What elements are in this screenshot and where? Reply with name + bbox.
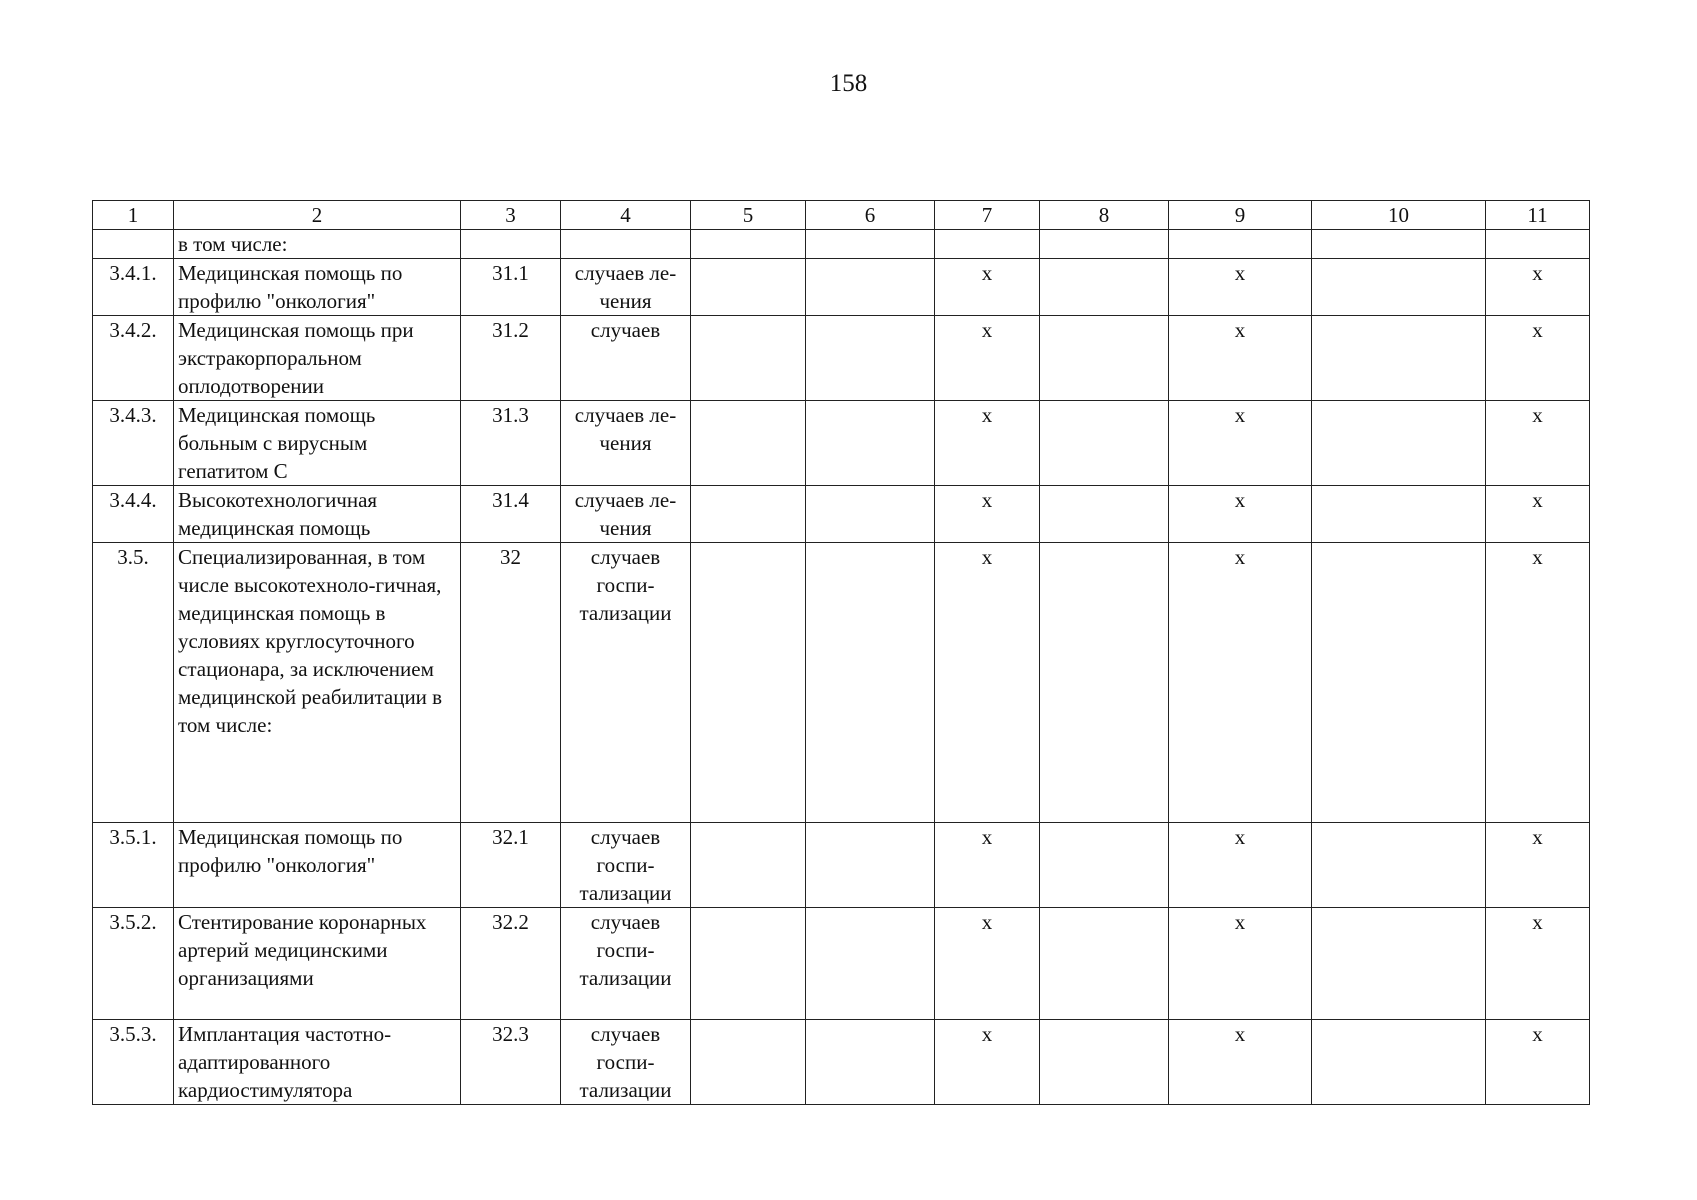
column-header: 6 (806, 201, 935, 230)
page-number: 158 (829, 70, 868, 97)
cell-col-8 (1040, 486, 1169, 543)
column-header: 5 (691, 201, 806, 230)
column-header: 7 (935, 201, 1040, 230)
cell-col-8 (1040, 316, 1169, 401)
row-unit (561, 230, 691, 259)
cell-col-11: x (1486, 316, 1590, 401)
cell-col-9: x (1169, 823, 1312, 908)
cell-col-8 (1040, 259, 1169, 316)
row-unit: случаев госпи-тализации (561, 1020, 691, 1105)
column-header: 9 (1169, 201, 1312, 230)
row-code: 32 (461, 543, 561, 823)
row-name: Медицинская помощь больным с вирусным гепатитом С (174, 401, 461, 486)
cell-col-7: x (935, 908, 1040, 1020)
cell-col-9: x (1169, 259, 1312, 316)
cell-col-5 (691, 543, 806, 823)
row-code: 31.4 (461, 486, 561, 543)
cell-col-9: x (1169, 316, 1312, 401)
cell-col-5 (691, 230, 806, 259)
cell-col-7: x (935, 401, 1040, 486)
cell-col-9: x (1169, 543, 1312, 823)
table-row (93, 401, 1590, 486)
cell-col-11: x (1486, 1020, 1590, 1105)
column-header-row (93, 201, 1590, 230)
table-row (93, 230, 1590, 259)
column-header: 3 (461, 201, 561, 230)
column-header: 11 (1486, 201, 1590, 230)
cell-col-6 (806, 908, 935, 1020)
row-code (461, 230, 561, 259)
cell-col-5 (691, 259, 806, 316)
cell-col-11: x (1486, 543, 1590, 823)
cell-col-10 (1312, 486, 1486, 543)
row-number: 3.4.4. (93, 486, 174, 543)
row-code: 32.3 (461, 1020, 561, 1105)
row-name: Стентирование коронарных артерий медицинскими организациями (174, 908, 461, 1020)
cell-col-7: x (935, 259, 1040, 316)
cell-col-10 (1312, 401, 1486, 486)
data-table (92, 200, 1590, 1105)
cell-col-5 (691, 316, 806, 401)
cell-col-5 (691, 823, 806, 908)
cell-col-6 (806, 486, 935, 543)
row-number: 3.4.1. (93, 259, 174, 316)
table-row (93, 543, 1590, 823)
cell-col-8 (1040, 230, 1169, 259)
row-unit: случаев ле-чения (561, 401, 691, 486)
cell-col-7: x (935, 543, 1040, 823)
table-row (93, 1020, 1590, 1105)
row-unit: случаев ле-чения (561, 259, 691, 316)
cell-col-7: x (935, 1020, 1040, 1105)
row-unit: случаев госпи-тализации (561, 543, 691, 823)
cell-col-8 (1040, 401, 1169, 486)
row-name: Высокотехнологичная медицинская помощь (174, 486, 461, 543)
row-code: 32.2 (461, 908, 561, 1020)
row-unit: случаев (561, 316, 691, 401)
cell-col-9 (1169, 230, 1312, 259)
column-header: 1 (93, 201, 174, 230)
cell-col-6 (806, 543, 935, 823)
cell-col-7: x (935, 823, 1040, 908)
row-unit: случаев госпи-тализации (561, 908, 691, 1020)
cell-col-5 (691, 486, 806, 543)
column-header: 8 (1040, 201, 1169, 230)
row-number: 3.5. (93, 543, 174, 823)
cell-col-6 (806, 259, 935, 316)
cell-col-8 (1040, 1020, 1169, 1105)
cell-col-10 (1312, 316, 1486, 401)
cell-col-6 (806, 230, 935, 259)
cell-col-11: x (1486, 823, 1590, 908)
table-row (93, 823, 1590, 908)
row-number (93, 230, 174, 259)
cell-col-5 (691, 1020, 806, 1105)
cell-col-5 (691, 401, 806, 486)
row-number: 3.5.3. (93, 1020, 174, 1105)
table-row (93, 316, 1590, 401)
cell-col-8 (1040, 823, 1169, 908)
cell-col-9: x (1169, 401, 1312, 486)
cell-col-9: x (1169, 908, 1312, 1020)
cell-col-7 (935, 230, 1040, 259)
cell-col-7: x (935, 486, 1040, 543)
row-name: Медицинская помощь при экстракорпоральном оплодотворении (174, 316, 461, 401)
cell-col-9: x (1169, 486, 1312, 543)
row-code: 31.3 (461, 401, 561, 486)
cell-col-9: x (1169, 1020, 1312, 1105)
row-number: 3.5.2. (93, 908, 174, 1020)
column-header: 4 (561, 201, 691, 230)
cell-col-6 (806, 316, 935, 401)
row-name: Медицинская помощь по профилю "онкология" (174, 823, 461, 908)
cell-col-6 (806, 1020, 935, 1105)
row-code: 32.1 (461, 823, 561, 908)
row-unit: случаев ле-чения (561, 486, 691, 543)
cell-col-7: x (935, 316, 1040, 401)
cell-col-8 (1040, 908, 1169, 1020)
column-header: 10 (1312, 201, 1486, 230)
cell-col-5 (691, 908, 806, 1020)
cell-col-8 (1040, 543, 1169, 823)
table-row (93, 908, 1590, 1020)
row-name: Специализированная, в том числе высокотехноло-гичная, медицинская помощь в условиях круглосуточного стационара, за исключением медицинской реабилитации в том числе: (174, 543, 461, 823)
cell-col-10 (1312, 908, 1486, 1020)
cell-col-11: x (1486, 401, 1590, 486)
row-code: 31.2 (461, 316, 561, 401)
table-body (93, 230, 1590, 1105)
row-unit: случаев госпи-тализации (561, 823, 691, 908)
row-name: в том числе: (174, 230, 461, 259)
cell-col-10 (1312, 823, 1486, 908)
cell-col-11: x (1486, 259, 1590, 316)
row-number: 3.5.1. (93, 823, 174, 908)
cell-col-10 (1312, 543, 1486, 823)
cell-col-10 (1312, 1020, 1486, 1105)
row-number: 3.4.3. (93, 401, 174, 486)
row-number: 3.4.2. (93, 316, 174, 401)
cell-col-6 (806, 401, 935, 486)
row-name: Медицинская помощь по профилю "онкология" (174, 259, 461, 316)
column-header: 2 (174, 201, 461, 230)
table-row (93, 486, 1590, 543)
cell-col-11 (1486, 230, 1590, 259)
cell-col-6 (806, 823, 935, 908)
cell-col-10 (1312, 230, 1486, 259)
row-name: Имплантация частотно-адаптированного кардиостимулятора (174, 1020, 461, 1105)
cell-col-11: x (1486, 486, 1590, 543)
cell-col-10 (1312, 259, 1486, 316)
table-row (93, 259, 1590, 316)
row-code: 31.1 (461, 259, 561, 316)
cell-col-11: x (1486, 908, 1590, 1020)
